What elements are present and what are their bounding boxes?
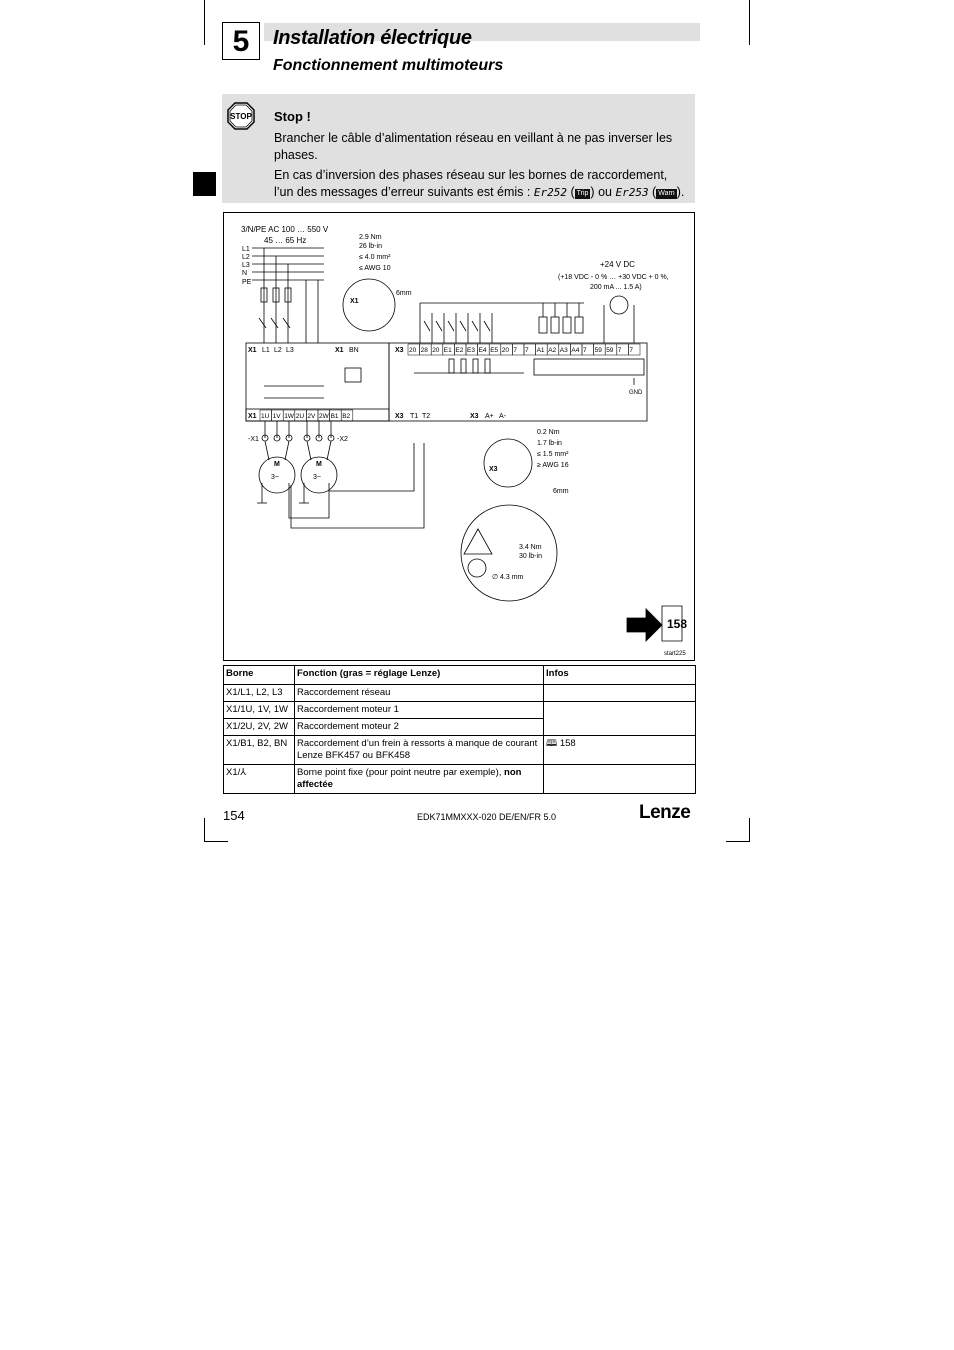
warn-tag: Warn — [658, 190, 675, 197]
cell-fonction: Raccordement moteur 1 — [295, 702, 544, 719]
cell-borne: X1/L1, L2, L3 — [224, 685, 295, 702]
x3-bottom-label: X3 — [395, 413, 404, 420]
wiring-diagram — [223, 212, 695, 661]
cell-fonction: Raccordement d’un frein à ressorts à manque de courant Lenze BFK457 ou BFK458 — [295, 736, 544, 765]
terminal: A+ — [485, 413, 494, 420]
terminal: A2 — [548, 347, 557, 354]
terminal: 1W — [284, 413, 294, 420]
crop-mark — [749, 818, 750, 842]
terminal: B1 — [330, 413, 339, 420]
cell-fonction: Raccordement moteur 2 — [295, 719, 544, 736]
trip-tag: Trip — [576, 190, 589, 197]
torque-x3-2: 1.7 lb-in — [537, 440, 562, 447]
terminal: 7 — [513, 347, 518, 354]
crop-mark — [204, 818, 205, 842]
terminal: 7 — [629, 347, 634, 354]
x3-circle-label: X3 — [489, 466, 498, 473]
motor-1-phase: 3~ — [271, 474, 279, 481]
cell-infos — [544, 765, 696, 794]
pe-torque-2: 30 lb-in — [519, 553, 542, 560]
line-label: PE — [242, 279, 252, 286]
pe-torque-1: 3.4 Nm — [519, 544, 542, 551]
x1-bottom-label: X1 — [248, 413, 257, 420]
terminal: 7 — [617, 347, 622, 354]
terminal: A- — [499, 413, 506, 420]
terminal: 20 — [501, 347, 510, 354]
line-label: L3 — [242, 262, 250, 269]
crop-mark — [204, 841, 228, 842]
figure-id: start225 — [664, 651, 686, 657]
cell-infos — [544, 702, 696, 736]
x1-connector-label: -X1 — [248, 436, 259, 443]
torque-x1-3: ≤ 4.0 mm² — [359, 254, 391, 261]
notice-title: Stop ! — [274, 109, 311, 124]
terminal: 20 — [409, 347, 417, 354]
x2-connector-label: -X2 — [337, 436, 348, 443]
error-code-2: Er253 — [615, 186, 649, 199]
crop-mark — [204, 0, 205, 45]
table-row — [224, 685, 696, 702]
lenze-logo: Lenze — [639, 802, 691, 823]
x1-circle-label: X1 — [350, 298, 359, 305]
cell-borne: X1/1U, 1V, 1W — [224, 702, 295, 719]
supply-voltage: 3/N/PE AC 100 … 550 V — [241, 225, 329, 234]
terminal: B2 — [342, 413, 351, 420]
terminal: 7 — [583, 347, 587, 354]
supply-24v-current: 200 mA ... 1.5 A) — [590, 284, 642, 291]
strip-length-x3: 6mm — [553, 488, 569, 495]
motor-2-m: M — [316, 461, 322, 468]
book-icon: 🕮 — [546, 738, 558, 749]
terminal: 1U — [261, 413, 270, 420]
col-infos: Infos — [544, 666, 696, 685]
error-code-1: Er252 — [533, 186, 567, 199]
terminal: 59 — [594, 347, 602, 354]
line-label: N — [242, 270, 248, 277]
torque-x3-1: 0.2 Nm — [537, 429, 560, 436]
terminal: E4 — [478, 347, 487, 354]
motor-1-m: M — [274, 461, 280, 468]
torque-x1-4: ≤ AWG 10 — [359, 265, 391, 272]
terminal: A4 — [571, 347, 580, 354]
supply-24v: +24 V DC — [600, 260, 635, 269]
x3-top-label: X3 — [395, 347, 404, 354]
terminal: 2U — [295, 413, 305, 420]
terminal: 28 — [420, 347, 428, 354]
gnd-label: GND — [629, 390, 643, 396]
stop-icon-text: STOP — [230, 112, 252, 121]
terminal: 7 — [525, 347, 529, 354]
terminal: T2 — [422, 413, 431, 420]
motor-2-phase: 3~ — [313, 474, 321, 481]
terminal: E1 — [443, 347, 452, 354]
cell-fonction — [295, 765, 544, 794]
torque-x1-1: 2.9 Nm — [359, 234, 382, 241]
terminal: E5 — [490, 347, 499, 354]
terminal: E3 — [467, 347, 475, 354]
cell-fonction-text: Borne point fixe (pour point neutre par exemple), — [297, 767, 502, 778]
terminal-table — [223, 665, 696, 794]
or-word: ou — [598, 185, 612, 199]
cell-fonction-bold: non affectée — [297, 767, 522, 790]
terminal: L1 — [262, 347, 270, 354]
col-fonction: Fonction (gras = réglage Lenze) — [295, 666, 544, 685]
notice-paragraph-2: En cas d’inversion des phases réseau sur les bornes de raccordement, l’un des messages d’erreur suivants est émis : Er252 ( Trip ) ou Er253 ( Warn ). — [274, 168, 685, 199]
x3-ab-label: X3 — [470, 413, 479, 420]
notice-paragraph-1: Brancher le câble d’alimentation réseau en veillant à ne pas inverser les phases. — [274, 131, 673, 162]
terminal: 20 — [432, 347, 440, 354]
supply-frequency: 45 … 65 Hz — [264, 236, 307, 245]
x1-top-label: X1 — [248, 347, 257, 354]
cell-infos — [544, 736, 696, 765]
table-header-row — [224, 666, 696, 685]
page-number: 154 — [223, 808, 245, 823]
cell-infos — [544, 685, 696, 702]
supply-24v-range: (+18 VDC - 0 % … +30 VDC + 0 %, — [558, 274, 669, 281]
terminal-bn: BN — [349, 347, 359, 354]
torque-x1-2: 26 lb-in — [359, 243, 382, 250]
cell-borne: X1/⅄ — [224, 765, 295, 794]
document-reference: EDK71MMXXX-020 DE/EN/FR 5.0 — [417, 812, 557, 822]
page-subtitle: Fonctionnement multimoteurs — [273, 57, 504, 74]
strip-length-x1: 6mm — [396, 290, 412, 297]
cell-borne: X1/B1, B2, BN — [224, 736, 295, 765]
crop-mark — [726, 841, 750, 842]
terminal: A3 — [559, 347, 568, 354]
pe-diameter: ∅ 4.3 mm — [492, 574, 524, 581]
terminal: L2 — [274, 347, 282, 354]
terminal: L3 — [286, 347, 294, 354]
terminal: 2V — [307, 413, 316, 420]
table-row — [224, 736, 696, 765]
torque-x3-4: ≥ AWG 16 — [537, 462, 569, 469]
terminal: A1 — [536, 347, 545, 354]
chapter-number: 5 — [222, 22, 260, 60]
info-page-ref[interactable]: 158 — [559, 738, 576, 749]
cell-fonction: Raccordement réseau — [295, 685, 544, 702]
terminal: E2 — [455, 347, 464, 354]
terminal: 1V — [272, 413, 281, 420]
notice-text: En cas d’inversion des phases réseau sur les bornes de raccordement, l’un des messages d’erreur suivants est émis : — [274, 168, 668, 199]
line-label: L2 — [242, 254, 250, 261]
x1-bn-label: X1 — [335, 347, 344, 354]
col-borne: Borne — [224, 666, 295, 685]
stop-icon — [227, 102, 255, 135]
table-row — [224, 765, 696, 794]
terminal: 2W — [319, 413, 329, 420]
crop-mark — [749, 0, 750, 45]
table-row — [224, 702, 696, 719]
torque-x3-3: ≤ 1.5 mm² — [537, 451, 569, 458]
section-tab-marker — [193, 172, 216, 196]
cell-borne: X1/2U, 2V, 2W — [224, 719, 295, 736]
reference-page: 158 — [667, 617, 688, 631]
terminal: 59 — [606, 347, 614, 354]
page-title: Installation électrique — [273, 27, 472, 49]
terminal: T1 — [410, 413, 419, 420]
line-label: L1 — [242, 246, 250, 253]
